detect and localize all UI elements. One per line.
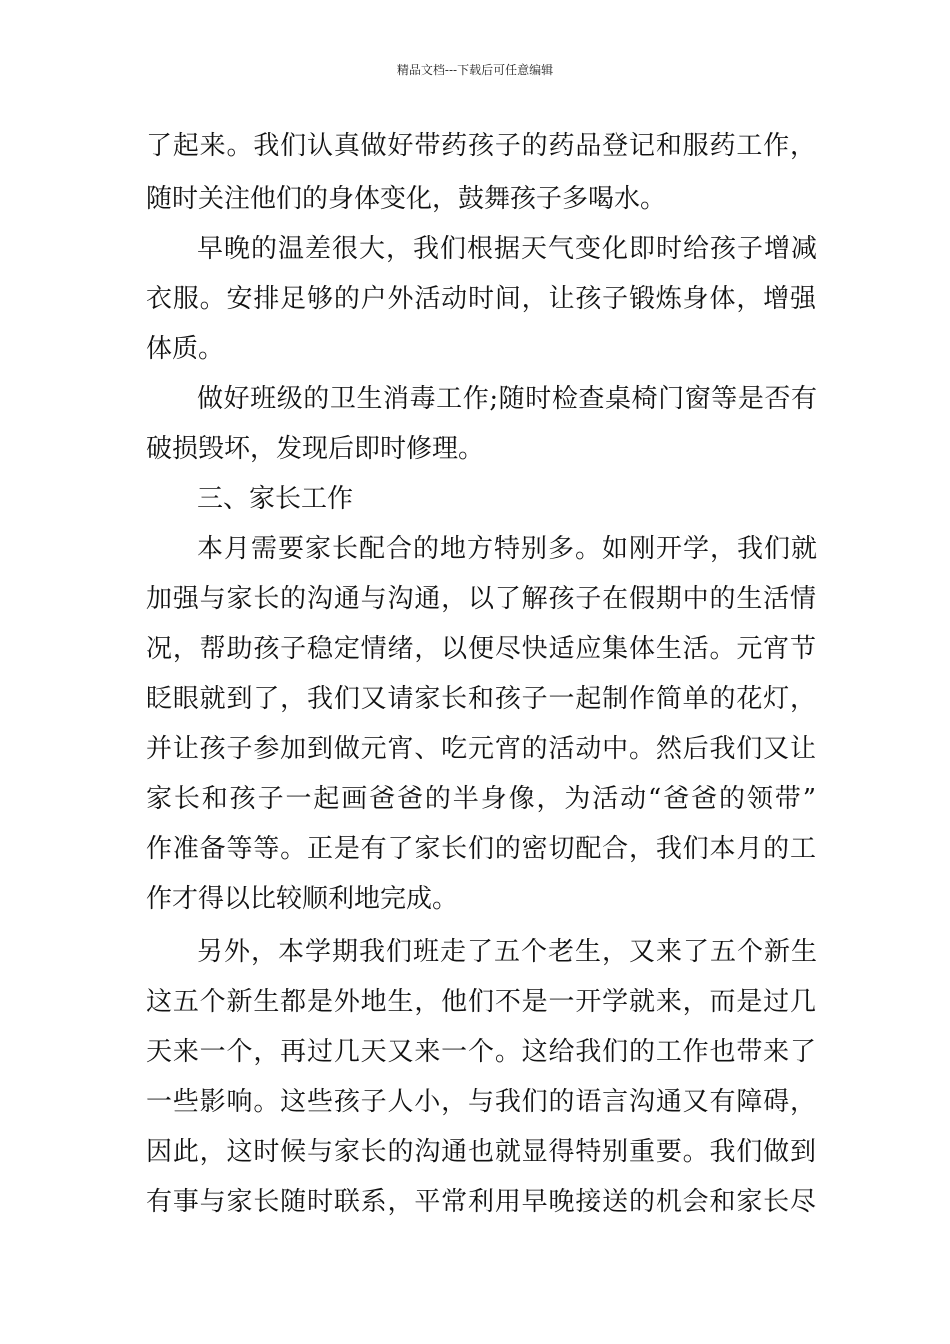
text-line: 作才得以比较顺利地完成。: [146, 884, 459, 914]
text-line: 家长和孩子一起画爸爸的半身像，为活动“爸爸的领带”: [146, 784, 816, 814]
section-heading: 三、家长工作: [197, 484, 354, 514]
text-line: 了起来。我们认真做好带药孩子的药品登记和服药工作，: [146, 131, 816, 161]
text-line: 一些影响。这些孩子人小，与我们的语言沟通又有障碍，: [146, 1087, 816, 1117]
text-line: 加强与家长的沟通与沟通，以了解孩子在假期中的生活情: [146, 584, 816, 614]
text-line: 天来一个，再过几天又来一个。这给我们的工作也带来了: [146, 1037, 816, 1067]
document-header: 精品文档---下载后可任意编辑: [396, 63, 554, 77]
text-line: 衣服。安排足够的户外活动时间，让孩子锻炼身体，增强: [146, 284, 816, 314]
text-line: 另外，本学期我们班走了五个老生，又来了五个新生: [197, 937, 817, 967]
text-line: 并让孩子参加到做元宵、吃元宵的活动中。然后我们又让: [146, 734, 816, 764]
text-line: 随时关注他们的身体变化，鼓舞孩子多喝水。: [146, 184, 667, 214]
text-line: 体质。: [146, 334, 225, 364]
text-line: 本月需要家长配合的地方特别多。如刚开学，我们就: [197, 534, 817, 564]
text-line: 破损毁坏，发现后即时修理。: [146, 434, 485, 464]
text-line: 早晚的温差很大，我们根据天气变化即时给孩子增减: [197, 234, 817, 264]
text-line: 做好班级的卫生消毒工作;随时检查桌椅门窗等是否有: [197, 384, 817, 414]
text-line: 这五个新生都是外地生，他们不是一开学就来，而是过几: [146, 987, 816, 1017]
text-line: 有事与家长随时联系，平常利用早晚接送的机会和家长尽: [146, 1187, 816, 1217]
text-line: 眨眼就到了，我们又请家长和孩子一起制作简单的花灯，: [146, 684, 816, 714]
text-line: 因此，这时候与家长的沟通也就显得特别重要。我们做到: [146, 1137, 816, 1167]
text-line: 况，帮助孩子稳定情绪，以便尽快适应集体生活。元宵节: [146, 634, 816, 664]
text-line: 作准备等等。正是有了家长们的密切配合，我们本月的工: [146, 834, 816, 864]
